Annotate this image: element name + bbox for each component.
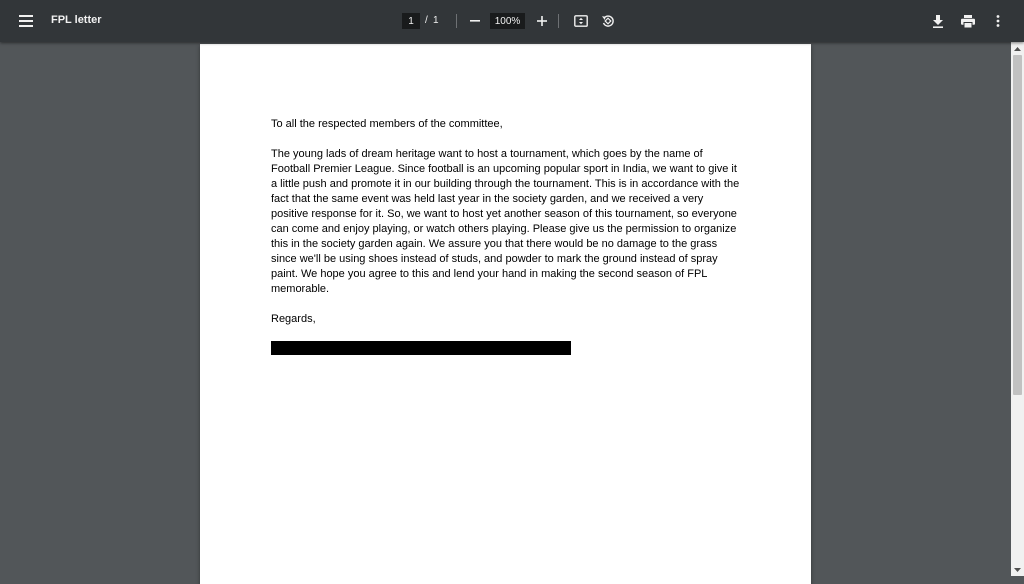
pdf-toolbar	[0, 0, 1024, 42]
letter-content	[271, 117, 743, 342]
more-vertical-icon	[996, 15, 1000, 27]
scroll-up-arrow[interactable]	[1011, 42, 1024, 55]
minus-icon	[470, 16, 480, 26]
vertical-scrollbar[interactable]	[1011, 42, 1024, 576]
letter-body: The young lads of dream heritage want to host a tournament, which goes by the name of Football Premier League. Since football is an upcoming popular sport in India, we want to give it a little push and promote it in our building through the tournament. This is in accordance with the fact that the same event was held last year in the society garden, and we received a very positive response for it. So, we want to host yet another season of this tournament, so everyone can come and enjoy playing, or watch others playing. Please give us the permission to organize this in the society garden again. We assure you that there would be no damage to the grass since we'll be using shoes instead of studs, and powder to mark the ground instead of spray paint. We hope you agree to this and lend your hand in making the second season of FPL memorable.	[271, 148, 740, 295]
pdf-page	[200, 44, 811, 584]
page-number-input[interactable]	[402, 13, 420, 29]
page-total: 1	[433, 15, 439, 26]
triangle-down-icon	[1014, 568, 1021, 572]
document-title: FPL letter	[51, 14, 102, 26]
rotate-button[interactable]	[595, 8, 621, 34]
more-options-button[interactable]	[985, 8, 1011, 34]
zoom-input[interactable]	[490, 13, 525, 29]
salutation: To all the respected members of the committee,	[271, 118, 503, 130]
plus-icon	[537, 16, 547, 26]
scrollbar-thumb[interactable]	[1013, 55, 1022, 395]
menu-button[interactable]	[13, 8, 39, 34]
zoom-in-button[interactable]	[529, 8, 555, 34]
fit-to-page-icon	[574, 15, 588, 27]
download-icon	[932, 15, 944, 28]
toolbar-divider	[558, 14, 559, 28]
redacted-signature	[271, 341, 571, 355]
download-button[interactable]	[925, 8, 951, 34]
closing: Regards,	[271, 313, 316, 325]
triangle-up-icon	[1014, 47, 1021, 51]
scroll-down-arrow[interactable]	[1011, 563, 1024, 576]
toolbar-divider	[456, 14, 457, 28]
zoom-out-button[interactable]	[462, 8, 488, 34]
print-icon	[961, 15, 975, 28]
print-button[interactable]	[955, 8, 981, 34]
page-separator: /	[425, 15, 428, 26]
pdf-viewer[interactable]	[0, 42, 1024, 576]
rotate-counterclockwise-icon	[601, 14, 615, 28]
fit-to-page-button[interactable]	[568, 8, 594, 34]
hamburger-menu-icon	[19, 15, 33, 27]
